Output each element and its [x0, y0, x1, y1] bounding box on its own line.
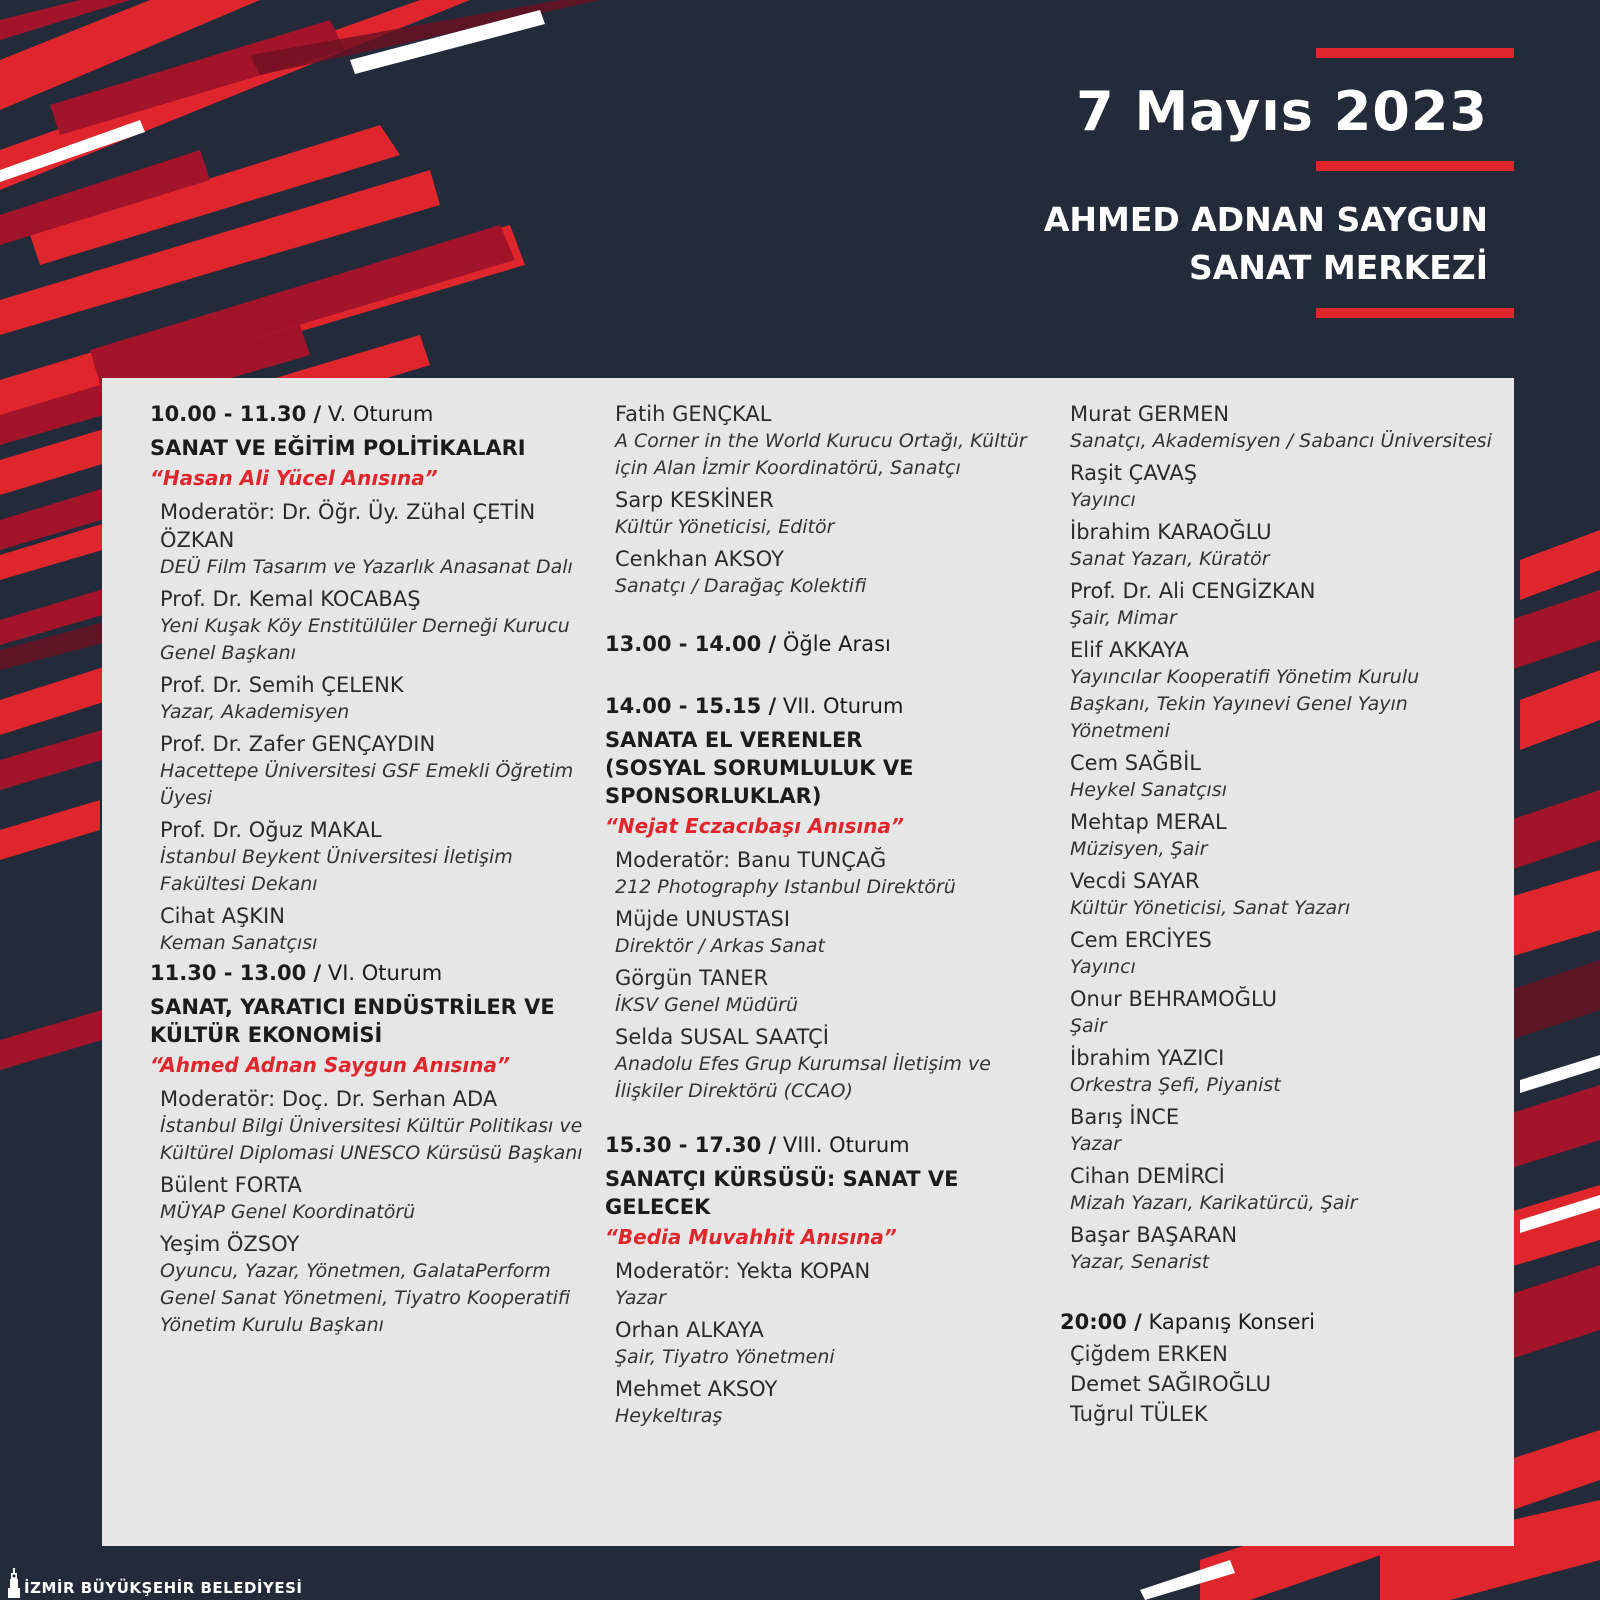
session-title: SANAT VE EĞİTİM POLİTİKALARI — [150, 436, 526, 460]
speaker-role: İstanbul Beykent Üniversitesi İletişim Fakültesi Dekanı — [160, 846, 513, 895]
session-title: SANATA EL VERENLER (SOSYAL SORUMLULUK VE SPONSORLUKLAR) — [605, 728, 914, 808]
speaker-role: Sanatçı, Akademisyen / Sabancı Üniversitesi — [1070, 430, 1492, 452]
speaker-role: Kültür Yöneticisi, Sanat Yazarı — [1070, 897, 1351, 919]
speaker-role: Kültür Yöneticisi, Editör — [615, 516, 835, 538]
session-memorial: “Nejat Eczacıbaşı Anısına” — [605, 814, 904, 838]
speaker-role: Yayıncı — [1070, 489, 1136, 511]
speaker-name: Prof. Dr. Zafer GENÇAYDIN — [160, 732, 436, 756]
speaker-entry — [1070, 926, 1500, 981]
program-column-1 — [150, 400, 600, 1343]
speaker-role: Yayıncılar Kooperatifi Yönetim Kurulu Başkanı, Tekin Yayınevi Genel Yayın Yönetmeni — [1070, 666, 1420, 742]
speaker-role: Şair — [1070, 1015, 1107, 1037]
speaker-name: Cihat AŞKIN — [160, 904, 285, 928]
venue-line-2: SANAT MERKEZİ — [1188, 248, 1488, 287]
speaker-role: Sanatçı / Darağaç Kolektifi — [615, 575, 867, 597]
speaker-entry — [160, 816, 600, 898]
performer-entry — [1070, 1340, 1500, 1368]
speaker-list — [1060, 400, 1500, 1276]
session-time: 11.30 - 13.00 / VI. Oturum — [150, 961, 443, 985]
session-time: 13.00 - 14.00 / Öğle Arası — [605, 632, 891, 656]
speaker-entry — [160, 1171, 600, 1226]
speaker-entry — [615, 905, 1045, 960]
speaker-role: Sanat Yazarı, Küratör — [1070, 548, 1270, 570]
speaker-entry — [615, 1316, 1045, 1371]
session-block — [1060, 400, 1500, 1276]
spacer — [605, 658, 1045, 692]
clock-tower-icon — [6, 1568, 22, 1598]
speaker-role: Yeni Kuşak Köy Enstitülüler Derneği Kurucu Genel Başkanı — [160, 615, 570, 664]
speaker-role: Yazar, Senarist — [1070, 1251, 1210, 1273]
municipality-logo — [6, 1568, 302, 1598]
speaker-role: Şair, Mimar — [1070, 607, 1177, 629]
speaker-name: Cenkhan AKSOY — [615, 547, 784, 571]
speaker-entry — [1070, 749, 1500, 804]
speaker-name: İbrahim KARAOĞLU — [1070, 520, 1272, 544]
speaker-role: Yazar, Akademisyen — [160, 701, 350, 723]
performer-list — [1060, 1340, 1500, 1428]
speaker-entry — [615, 846, 1045, 901]
speaker-entry — [615, 400, 1045, 482]
speaker-name: Orhan ALKAYA — [615, 1318, 764, 1342]
spacer — [1060, 1280, 1500, 1308]
speaker-entry — [1070, 808, 1500, 863]
speaker-entry — [615, 1023, 1045, 1105]
speaker-name: Barış İNCE — [1070, 1105, 1180, 1129]
speaker-name: Prof. Dr. Semih ÇELENK — [160, 673, 404, 697]
performer-name: Demet SAĞIROĞLU — [1070, 1372, 1271, 1396]
speaker-name: Bülent FORTA — [160, 1173, 302, 1197]
municipality-name: İZMİR BÜYÜKŞEHİR BELEDİYESİ — [24, 1579, 303, 1597]
speaker-name: Moderatör: Dr. Öğr. Üy. Zühal ÇETİN ÖZKAN — [160, 500, 536, 552]
session-block — [150, 400, 600, 957]
speaker-entry — [160, 498, 600, 581]
session-memorial: “Hasan Ali Yücel Anısına” — [150, 466, 438, 490]
session-block — [605, 692, 1045, 1105]
speaker-name: Prof. Dr. Oğuz MAKAL — [160, 818, 382, 842]
speaker-name: Cem ERCİYES — [1070, 928, 1212, 952]
speaker-role: 212 Photography Istanbul Direktörü — [615, 876, 956, 898]
speaker-role: İstanbul Bilgi Üniversitesi Kültür Politikası ve Kültürel Diplomasi UNESCO Kürsüsü Başkanı — [160, 1115, 583, 1164]
speaker-entry — [615, 1375, 1045, 1430]
header-bar-middle — [1316, 161, 1514, 171]
speaker-name: Başar BAŞARAN — [1070, 1223, 1238, 1247]
speaker-role: DEÜ Film Tasarım ve Yazarlık Anasanat Dalı — [160, 556, 573, 578]
session-time: 15.30 - 17.30 / VIII. Oturum — [605, 1133, 910, 1157]
speaker-role: Yazar — [615, 1287, 666, 1309]
speaker-role: Heykel Sanatçısı — [1070, 779, 1227, 801]
speaker-list — [150, 1085, 600, 1339]
speaker-entry — [160, 1085, 600, 1167]
speaker-role: Orkestra Şefi, Piyanist — [1070, 1074, 1281, 1096]
speaker-list — [150, 498, 600, 957]
speaker-name: Görgün TANER — [615, 966, 769, 990]
speaker-entry — [160, 730, 600, 812]
speaker-entry — [1070, 518, 1500, 573]
speaker-entry — [1070, 1162, 1500, 1217]
venue-line-1: AHMED ADNAN SAYGUN — [1043, 200, 1488, 239]
session-title: SANATÇI KÜRSÜSÜ: SANAT VE GELECEK — [605, 1167, 959, 1219]
speaker-entry — [615, 545, 1045, 600]
speaker-name: Prof. Dr. Ali CENGİZKAN — [1070, 579, 1316, 603]
speaker-role: Müzisyen, Şair — [1070, 838, 1208, 860]
speaker-name: Onur BEHRAMOĞLU — [1070, 987, 1277, 1011]
session-block — [605, 1131, 1045, 1430]
speaker-entry — [160, 585, 600, 667]
speaker-list — [605, 846, 1045, 1105]
speaker-entry — [615, 964, 1045, 1019]
speaker-role: MÜYAP Genel Koordinatörü — [160, 1201, 416, 1223]
speaker-name: Prof. Dr. Kemal KOCABAŞ — [160, 587, 421, 611]
speaker-name: Elif AKKAYA — [1070, 638, 1189, 662]
speaker-name: Müjde UNUSTASI — [615, 907, 791, 931]
header-bar-top — [1316, 48, 1514, 58]
speaker-entry — [615, 486, 1045, 541]
speaker-role: Oyuncu, Yazar, Yönetmen, GalataPerform Genel Sanat Yönetmeni, Tiyatro Kooperatifi Yönetim Kurulu Başkanı — [160, 1260, 571, 1336]
speaker-entry — [1070, 1103, 1500, 1158]
speaker-name: Vecdi SAYAR — [1070, 869, 1200, 893]
speaker-name: Yeşim ÖZSOY — [160, 1232, 300, 1256]
speaker-entry — [160, 671, 600, 726]
header-bar-bottom — [1316, 308, 1514, 318]
speaker-name: Cem SAĞBİL — [1070, 751, 1202, 775]
speaker-name: Selda SUSAL SAATÇİ — [615, 1025, 829, 1049]
speaker-name: Moderatör: Doç. Dr. Serhan ADA — [160, 1087, 498, 1111]
speaker-role: Yayıncı — [1070, 956, 1136, 978]
program-column-3 — [1060, 400, 1500, 1430]
speaker-role: Direktör / Arkas Sanat — [615, 935, 826, 957]
performer-name: Çiğdem ERKEN — [1070, 1342, 1228, 1366]
performer-entry — [1070, 1370, 1500, 1398]
speaker-entry — [160, 902, 600, 957]
performer-entry — [1070, 1400, 1500, 1428]
speaker-role: Yazar — [1070, 1133, 1121, 1155]
speaker-role: Mizah Yazarı, Karikatürcü, Şair — [1070, 1192, 1358, 1214]
speaker-name: Moderatör: Banu TUNÇAĞ — [615, 848, 887, 872]
speaker-name: Fatih GENÇKAL — [615, 402, 772, 426]
speaker-entry — [160, 1230, 600, 1339]
speaker-role: A Corner in the World Kurucu Ortağı, Kültür için Alan İzmir Koordinatörü, Sanatçı — [615, 430, 1027, 479]
program-panel — [102, 378, 1514, 1546]
speaker-list — [605, 1257, 1045, 1430]
speaker-role: Keman Sanatçısı — [160, 932, 318, 954]
speaker-entry — [1070, 1221, 1500, 1276]
speaker-list — [605, 400, 1045, 600]
session-time: 20:00 / Kapanış Konseri — [1060, 1310, 1315, 1334]
spacer — [605, 1109, 1045, 1131]
speaker-name: Mehtap MERAL — [1070, 810, 1227, 834]
speaker-entry — [1070, 400, 1500, 455]
session-time: 10.00 - 11.30 / V. Oturum — [150, 402, 434, 426]
speaker-name: Mehmet AKSOY — [615, 1377, 778, 1401]
speaker-name: İbrahim YAZICI — [1070, 1046, 1225, 1070]
event-date: 7 Mayıs 2023 — [1076, 80, 1488, 143]
venue-title — [1044, 196, 1488, 292]
performer-name: Tuğrul TÜLEK — [1070, 1402, 1208, 1426]
spacer — [605, 604, 1045, 630]
speaker-entry — [1070, 459, 1500, 514]
speaker-entry — [1070, 867, 1500, 922]
speaker-role: Hacettepe Üniversitesi GSF Emekli Öğretim Üyesi — [160, 760, 574, 809]
speaker-entry — [1070, 1044, 1500, 1099]
session-memorial: “Ahmed Adnan Saygun Anısına” — [150, 1053, 510, 1077]
speaker-name: Moderatör: Yekta KOPAN — [615, 1259, 871, 1283]
speaker-role: Heykeltıraş — [615, 1405, 723, 1427]
speaker-name: Murat GERMEN — [1070, 402, 1230, 426]
session-block — [150, 959, 600, 1339]
session-time: 14.00 - 15.15 / VII. Oturum — [605, 694, 904, 718]
session-memorial: “Bedia Muvahhit Anısına” — [605, 1225, 897, 1249]
speaker-name: Sarp KESKİNER — [615, 488, 774, 512]
concert-block — [1060, 1308, 1500, 1428]
session-block — [605, 400, 1045, 600]
speaker-name: Raşit ÇAVAŞ — [1070, 461, 1198, 485]
speaker-role: Şair, Tiyatro Yönetmeni — [615, 1346, 835, 1368]
program-column-2 — [605, 400, 1045, 1434]
speaker-role: Anadolu Efes Grup Kurumsal İletişim ve İlişkiler Direktörü (CCAO) — [615, 1053, 991, 1102]
break-block — [605, 630, 1045, 658]
speaker-entry — [1070, 636, 1500, 745]
speaker-entry — [1070, 985, 1500, 1040]
session-title: SANAT, YARATICI ENDÜSTRİLER VE KÜLTÜR EKONOMİSİ — [150, 995, 555, 1047]
speaker-entry — [615, 1257, 1045, 1312]
speaker-entry — [1070, 577, 1500, 632]
speaker-role: İKSV Genel Müdürü — [615, 994, 799, 1016]
speaker-name: Cihan DEMİRCİ — [1070, 1164, 1225, 1188]
